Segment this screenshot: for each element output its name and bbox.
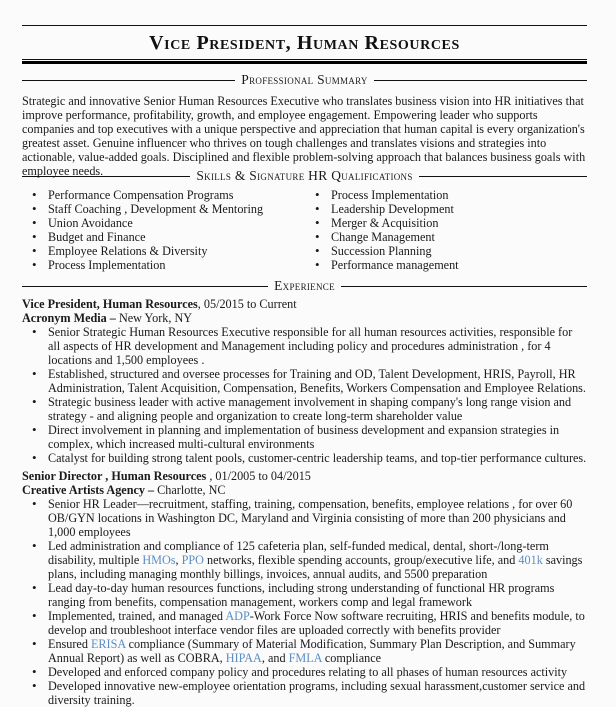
job-title-line <box>22 297 587 311</box>
ppo-link[interactable]: PPO <box>181 553 204 567</box>
adp-link[interactable]: ADP <box>225 609 250 623</box>
job-bullet: • Direct involvement in planning and implementation of business development and expansion strategies in complex, which increased multi-cultural environments <box>22 423 587 451</box>
skills-list <box>22 188 587 272</box>
job-dates: , 01/2005 to 04/2015 <box>206 469 311 483</box>
skill-item: • Staff Coaching , Development & Mentoring <box>22 202 305 216</box>
bullet-text: -Work Force Now software recruiting, HRIS and benefits module, to develop and troubleshoot interface vendor files are uploaded correctly with benefits provider <box>48 609 585 637</box>
job-bullets <box>22 497 587 707</box>
company-name: Creative Artists Agency – <box>22 483 155 497</box>
header-thick-rule <box>22 61 587 64</box>
job-bullet: • Lead day-to-day human resources functions, including strong understanding of functional HR programs ranging from benefits, compensation management, workers comp and legal framework <box>22 581 587 609</box>
divider <box>22 176 190 177</box>
skill-item: • Process Implementation <box>305 188 587 202</box>
skill-item: • Leadership Development <box>305 202 587 216</box>
company-line <box>22 311 587 325</box>
skills-heading-text: Skills & Signature HR Qualifications <box>196 168 413 183</box>
job-bullet: • Developed and enforced company policy and procedures relating to all phases of human resources activity <box>22 665 587 679</box>
hmos-link[interactable]: HMOs <box>142 553 176 567</box>
job-bullet: • Senior HR Leader—recruitment, staffing, training, compensation, benefits, employee relations , for over 60 OB/GYN locations in Washington DC, Maryland and Virginia consisting of more than 200 physicians and 1,000 employees <box>22 497 587 539</box>
header-top-rule <box>22 25 587 26</box>
bullet-text: Implemented, trained, and managed <box>48 609 226 623</box>
bullet-text: compliance <box>321 651 382 665</box>
job-title: Vice President, Human Resources <box>22 297 198 311</box>
skill-item: • Merger & Acquisition <box>305 216 587 230</box>
bullet-text: , and <box>261 651 289 665</box>
job-bullet <box>22 539 587 581</box>
skill-item: • Union Avoidance <box>22 216 305 230</box>
skills-section-heading <box>22 168 587 184</box>
experience-section-heading <box>22 278 587 294</box>
bullet-text: compliance (Summary of Material Modification, Summary Plan Description, and Summary Annual Report) as well as COBRA, <box>48 637 576 665</box>
company-location: Charlotte, NC <box>154 483 226 497</box>
resume-title: Vice President, Human Resources <box>149 32 460 54</box>
401k-link[interactable]: 401k <box>518 553 543 567</box>
company-name: Acronym Media – <box>22 311 116 325</box>
skill-item: • Process Implementation <box>22 258 305 272</box>
bullet-text: , <box>175 553 182 567</box>
bullet-text: networks, flexible spending accounts, group/executive life, and <box>203 553 519 567</box>
job-title-line <box>22 469 587 483</box>
job-bullet: • Established, structured and oversee processes for Training and OD, Talent Development, HRIS, Payroll, HR Administration, Talent Acquisition, Compensation, Benefits, Workers Compensation and Employee Relations. <box>22 367 587 395</box>
divider <box>22 286 268 287</box>
skill-item: • Change Management <box>305 230 587 244</box>
divider <box>22 80 235 81</box>
skills-column-1 <box>22 188 305 272</box>
company-line <box>22 483 587 497</box>
company-location: New York, NY <box>115 311 193 325</box>
fmla-link[interactable]: FMLA <box>288 651 322 665</box>
job-bullet: • Strategic business leader with active management involvement in shaping company's long range vision and strategy - and aligning people and organization to create long-term shareholder value <box>22 395 587 423</box>
summary-heading-text: Professional Summary <box>241 72 368 87</box>
skill-item: • Budget and Finance <box>22 230 305 244</box>
skills-column-2 <box>305 188 587 272</box>
skill-item: • Performance Compensation Programs <box>22 188 305 202</box>
bullet-text: Led administration and compliance of 125 cafeteria plan, self-funded medical, dental, short-/long-term disability, multiple <box>48 539 549 567</box>
skill-item: • Employee Relations & Diversity <box>22 244 305 258</box>
divider <box>341 286 587 287</box>
job-entry-2 <box>22 469 587 707</box>
job-dates: , 05/2015 to Current <box>197 297 297 311</box>
bullet-text: Ensured <box>48 637 91 651</box>
skill-item: • Performance management <box>305 258 587 272</box>
bullet-text: savings plans, including managing monthly billings, invoices, annual audits, and 5500 preparation <box>48 553 583 581</box>
skill-item: • Succession Planning <box>305 244 587 258</box>
job-entry-1 <box>22 297 587 465</box>
divider <box>419 176 587 177</box>
summary-section-heading <box>22 72 587 88</box>
job-bullet <box>22 609 587 637</box>
erisa-link[interactable]: ERISA <box>90 637 126 651</box>
job-bullet: • Catalyst for building strong talent pools, customer-centric leadership teams, and top-tier performance cultures. <box>22 451 587 465</box>
experience-heading-text: Experience <box>274 278 335 293</box>
job-bullet: • Developed innovative new-employee orientation programs, including sexual harassment,customer service and diversity training. <box>22 679 587 707</box>
divider <box>374 80 587 81</box>
header-thin-rule <box>22 59 587 60</box>
job-bullet <box>22 637 587 665</box>
job-title: Senior Director , Human Resources <box>22 469 207 483</box>
summary-paragraph: Strategic and innovative Senior Human Resources Executive who translates business vision into HR initiatives that improve performance, profitability, growth, and employee engagement. Empowering leader who supports companies and top executives with a unique perspective and appreciation that human capital is every organization's greatest asset. Genuine influencer who thrives on tough challenges and translates visions and strategies into actionable, value-added goals. Disciplined and flexible problem-solving approach that balances business goals with employee needs. <box>22 94 586 178</box>
job-bullets <box>22 325 587 465</box>
hipaa-link[interactable]: HIPAA <box>225 651 262 665</box>
job-bullet: • Senior Strategic Human Resources Executive responsible for all human resources activities, responsible for all aspects of HR development and Management including policy and procedures administration , for 4 locations and 1,500 employees . <box>22 325 587 367</box>
